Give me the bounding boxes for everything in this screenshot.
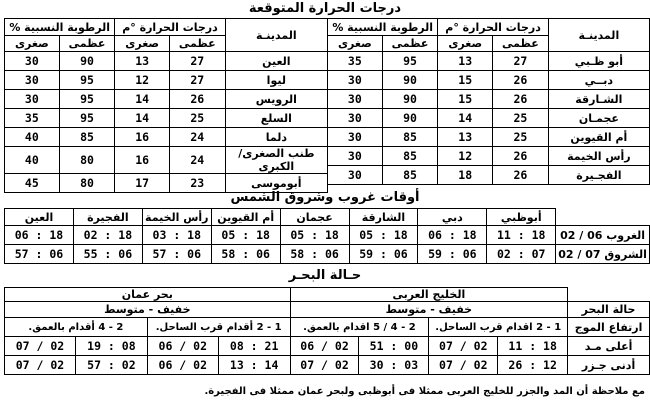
temp-min: 12	[438, 147, 493, 166]
city-name: الشـارقة	[548, 90, 649, 109]
city-name: الرويس	[225, 90, 327, 109]
sun-city-header: العين	[5, 209, 74, 226]
city-name: طنب الصغرى/ الكبرى	[225, 147, 327, 174]
oman-name: بحر عمان	[5, 288, 291, 302]
city-name: العين	[225, 52, 327, 71]
sunrise-time: 06 : 57	[142, 245, 211, 264]
gulf-name: الخليج العربى	[290, 288, 568, 302]
humidity-min: 45	[5, 174, 60, 193]
low-tide-value: 02 / 07	[5, 356, 76, 375]
forecast-row	[328, 109, 650, 128]
temp-min: 12	[115, 71, 170, 90]
humidity-max: 80	[59, 147, 115, 174]
forecast-row	[328, 128, 650, 147]
humidity-header: الرطوبة النسبية %	[5, 19, 115, 36]
low-tide-value: 12 : 26	[498, 356, 568, 375]
low-tide-label: أدنى جـزر	[568, 356, 650, 375]
temp-header: درجات الحرارة °م	[438, 19, 548, 36]
temp-max: 23	[169, 174, 225, 193]
humidity-min: 30	[328, 128, 383, 147]
sun-city-header: رأس الخيمة	[142, 209, 211, 226]
forecast-title: درجات الحرارة المتوقعة	[248, 1, 402, 16]
sunrise-label: الشروق 07 / 02	[556, 245, 650, 264]
humidity-min: 35	[5, 109, 60, 128]
temp-max: 25	[169, 109, 225, 128]
hum-max-header: عظمى	[59, 36, 115, 52]
low-tide-value: 02 / 06	[147, 356, 218, 375]
temp-max: 24	[169, 147, 225, 174]
high-tide-value: 18 : 11	[498, 337, 568, 356]
sunrise-time: 06 : 57	[5, 245, 74, 264]
forecast-row	[5, 52, 328, 71]
city-name: أبوموسى	[225, 174, 327, 193]
oman-wave-deep: 2 - 4 أقدام بالعمق.	[5, 318, 148, 337]
humidity-max: 85	[382, 128, 438, 147]
city-name: أبو ظـبي	[548, 52, 649, 71]
high-tide-value: 02 / 07	[429, 337, 498, 356]
city-name: عجمـان	[548, 109, 649, 128]
forecast-row	[328, 147, 650, 166]
forecast-row	[328, 52, 650, 71]
temp-max: 26	[493, 71, 549, 90]
sunrise-time: 07 : 02	[487, 245, 556, 264]
humidity-max: 95	[59, 71, 115, 90]
high-tide-value: 08 : 19	[75, 337, 147, 356]
humidity-min: 30	[328, 71, 383, 90]
gulf-wave-near: 1 - 2 اقدام قرب الساحل.	[429, 318, 568, 337]
low-tide-value: 03 : 30	[359, 356, 429, 375]
temp-min: 14	[115, 90, 170, 109]
sunset-time: 18 : 06	[418, 226, 487, 245]
hum-max-header: عظمى	[382, 36, 438, 52]
humidity-max: 95	[382, 52, 438, 71]
humidity-min: 35	[328, 52, 383, 71]
sun-city-header: أبوظبي	[487, 209, 556, 226]
sea-corner	[568, 288, 650, 302]
temp-min: 15	[438, 90, 493, 109]
oman-wave-near: 1 - 2 أقدام قرب الساحل.	[147, 318, 290, 337]
sunset-time: 18 : 06	[5, 226, 74, 245]
sunset-time: 18 : 05	[280, 226, 349, 245]
humidity-max: 90	[59, 52, 115, 71]
forecast-row	[5, 90, 328, 109]
hum-min-header: صغرى	[328, 36, 383, 52]
low-tide-value: 02 : 57	[75, 356, 147, 375]
temp-max: 25	[493, 109, 549, 128]
sunrise-time: 06 : 55	[73, 245, 142, 264]
forecast-row	[5, 128, 328, 147]
temp-min: 18	[438, 166, 493, 185]
temp-max: 24	[169, 128, 225, 147]
temp-min: 16	[115, 147, 170, 174]
sea-table	[4, 287, 650, 375]
sunrise-time: 06 : 59	[418, 245, 487, 264]
forecast-row	[5, 71, 328, 90]
high-tide-label: أعلى مـد	[568, 337, 650, 356]
sunrise-time: 06 : 58	[280, 245, 349, 264]
temp-max: 27	[169, 52, 225, 71]
sun-table	[4, 208, 650, 264]
forecast-row	[5, 109, 328, 128]
city-header: المدينـة	[548, 19, 649, 52]
city-name: دلما	[225, 128, 327, 147]
sunset-time: 18 : 11	[487, 226, 556, 245]
humidity-min: 30	[328, 90, 383, 109]
temp-min: 13	[438, 128, 493, 147]
temp-min: 13	[438, 52, 493, 71]
temp-min: 15	[438, 71, 493, 90]
temp-max: 26	[169, 90, 225, 109]
humidity-min: 30	[328, 109, 383, 128]
sun-corner	[556, 209, 650, 226]
humidity-max: 90	[382, 90, 438, 109]
city-name: الفجـيرة	[548, 166, 649, 185]
high-tide-value: 02 / 06	[147, 337, 218, 356]
sunset-time: 18 : 02	[73, 226, 142, 245]
humidity-min: 30	[328, 166, 383, 185]
temp-max: 26	[493, 90, 549, 109]
forecast-row	[328, 90, 650, 109]
sunset-label: الغروب 06 / 02	[556, 226, 650, 245]
humidity-max: 85	[382, 166, 438, 185]
temp-max-header: عظمى	[493, 36, 549, 52]
high-tide-value: 00 : 51	[359, 337, 429, 356]
temp-header: درجات الحرارة °م	[115, 19, 225, 36]
city-name: ليوا	[225, 71, 327, 90]
high-tide-value: 21 : 08	[218, 337, 290, 356]
city-name: أم القيوين	[548, 128, 649, 147]
tide-note: مع ملاحظة أن المد والجزر للخليج العربى ممثلا فى أبوظبى ولبحر عمان ممثلا فى الفجيرة.	[204, 386, 645, 397]
low-tide-value: 14 : 13	[218, 356, 290, 375]
city-name: رأس الخيمة	[548, 147, 649, 166]
gulf-state: خفيف - متوسط	[290, 302, 568, 318]
forecast-row	[5, 147, 328, 174]
sun-city-header: عجمان	[280, 209, 349, 226]
high-tide-value: 02 / 07	[5, 337, 76, 356]
temp-max: 27	[169, 71, 225, 90]
humidity-max: 95	[59, 109, 115, 128]
humidity-header: الرطوبة النسبية %	[328, 19, 438, 36]
temp-max: 26	[493, 166, 549, 185]
city-name: دبــي	[548, 71, 649, 90]
temp-max: 26	[493, 147, 549, 166]
high-tide-value: 02 / 06	[290, 337, 359, 356]
temp-max-header: عظمى	[169, 36, 225, 52]
temp-min: 17	[115, 174, 170, 193]
hum-min-header: صغرى	[5, 36, 60, 52]
humidity-min: 40	[5, 147, 60, 174]
gulf-wave-deep: 2 - 4 / 5 اقدام بالعمق.	[290, 318, 429, 337]
temp-max: 25	[493, 128, 549, 147]
oman-state: خفيف - متوسط	[5, 302, 291, 318]
low-tide-value: 02 / 07	[429, 356, 498, 375]
temp-max: 27	[493, 52, 549, 71]
low-tide-value: 02 / 07	[290, 356, 359, 375]
humidity-max: 90	[382, 71, 438, 90]
sea-state-label: حالة البحر	[568, 302, 650, 318]
sun-city-header: الفجيرة	[73, 209, 142, 226]
forecast-row	[328, 71, 650, 90]
temp-min: 14	[115, 109, 170, 128]
humidity-min: 40	[5, 128, 60, 147]
humidity-max: 85	[382, 147, 438, 166]
temp-min-header: صغرى	[115, 36, 170, 52]
temp-min: 14	[438, 109, 493, 128]
sea-title: حـالة البحـر	[288, 268, 362, 283]
humidity-min: 30	[5, 71, 60, 90]
sunrise-time: 06 : 58	[211, 245, 280, 264]
forecast-row	[328, 166, 650, 185]
forecast-table-right	[327, 18, 650, 185]
temp-min: 16	[115, 128, 170, 147]
sunrise-time: 06 : 59	[349, 245, 418, 264]
city-header: المدينـة	[225, 19, 327, 52]
forecast-table-left	[4, 18, 328, 193]
sun-city-header: دبي	[418, 209, 487, 226]
city-name: السلع	[225, 109, 327, 128]
sunset-time: 18 : 05	[211, 226, 280, 245]
humidity-max: 90	[382, 109, 438, 128]
sun-title: أوقات غروب وشروق الشمس	[230, 190, 420, 205]
humidity-max: 85	[59, 128, 115, 147]
sunset-time: 18 : 03	[142, 226, 211, 245]
humidity-min: 30	[328, 147, 383, 166]
humidity-max: 80	[59, 174, 115, 193]
sun-city-header: الشارقة	[349, 209, 418, 226]
humidity-min: 30	[5, 90, 60, 109]
humidity-min: 30	[5, 52, 60, 71]
temp-min-header: صغرى	[438, 36, 493, 52]
humidity-max: 95	[59, 90, 115, 109]
sun-city-header: أم القيوين	[211, 209, 280, 226]
sunset-time: 18 : 05	[349, 226, 418, 245]
temp-min: 13	[115, 52, 170, 71]
wave-label: ارتفاع الموج	[568, 318, 650, 337]
